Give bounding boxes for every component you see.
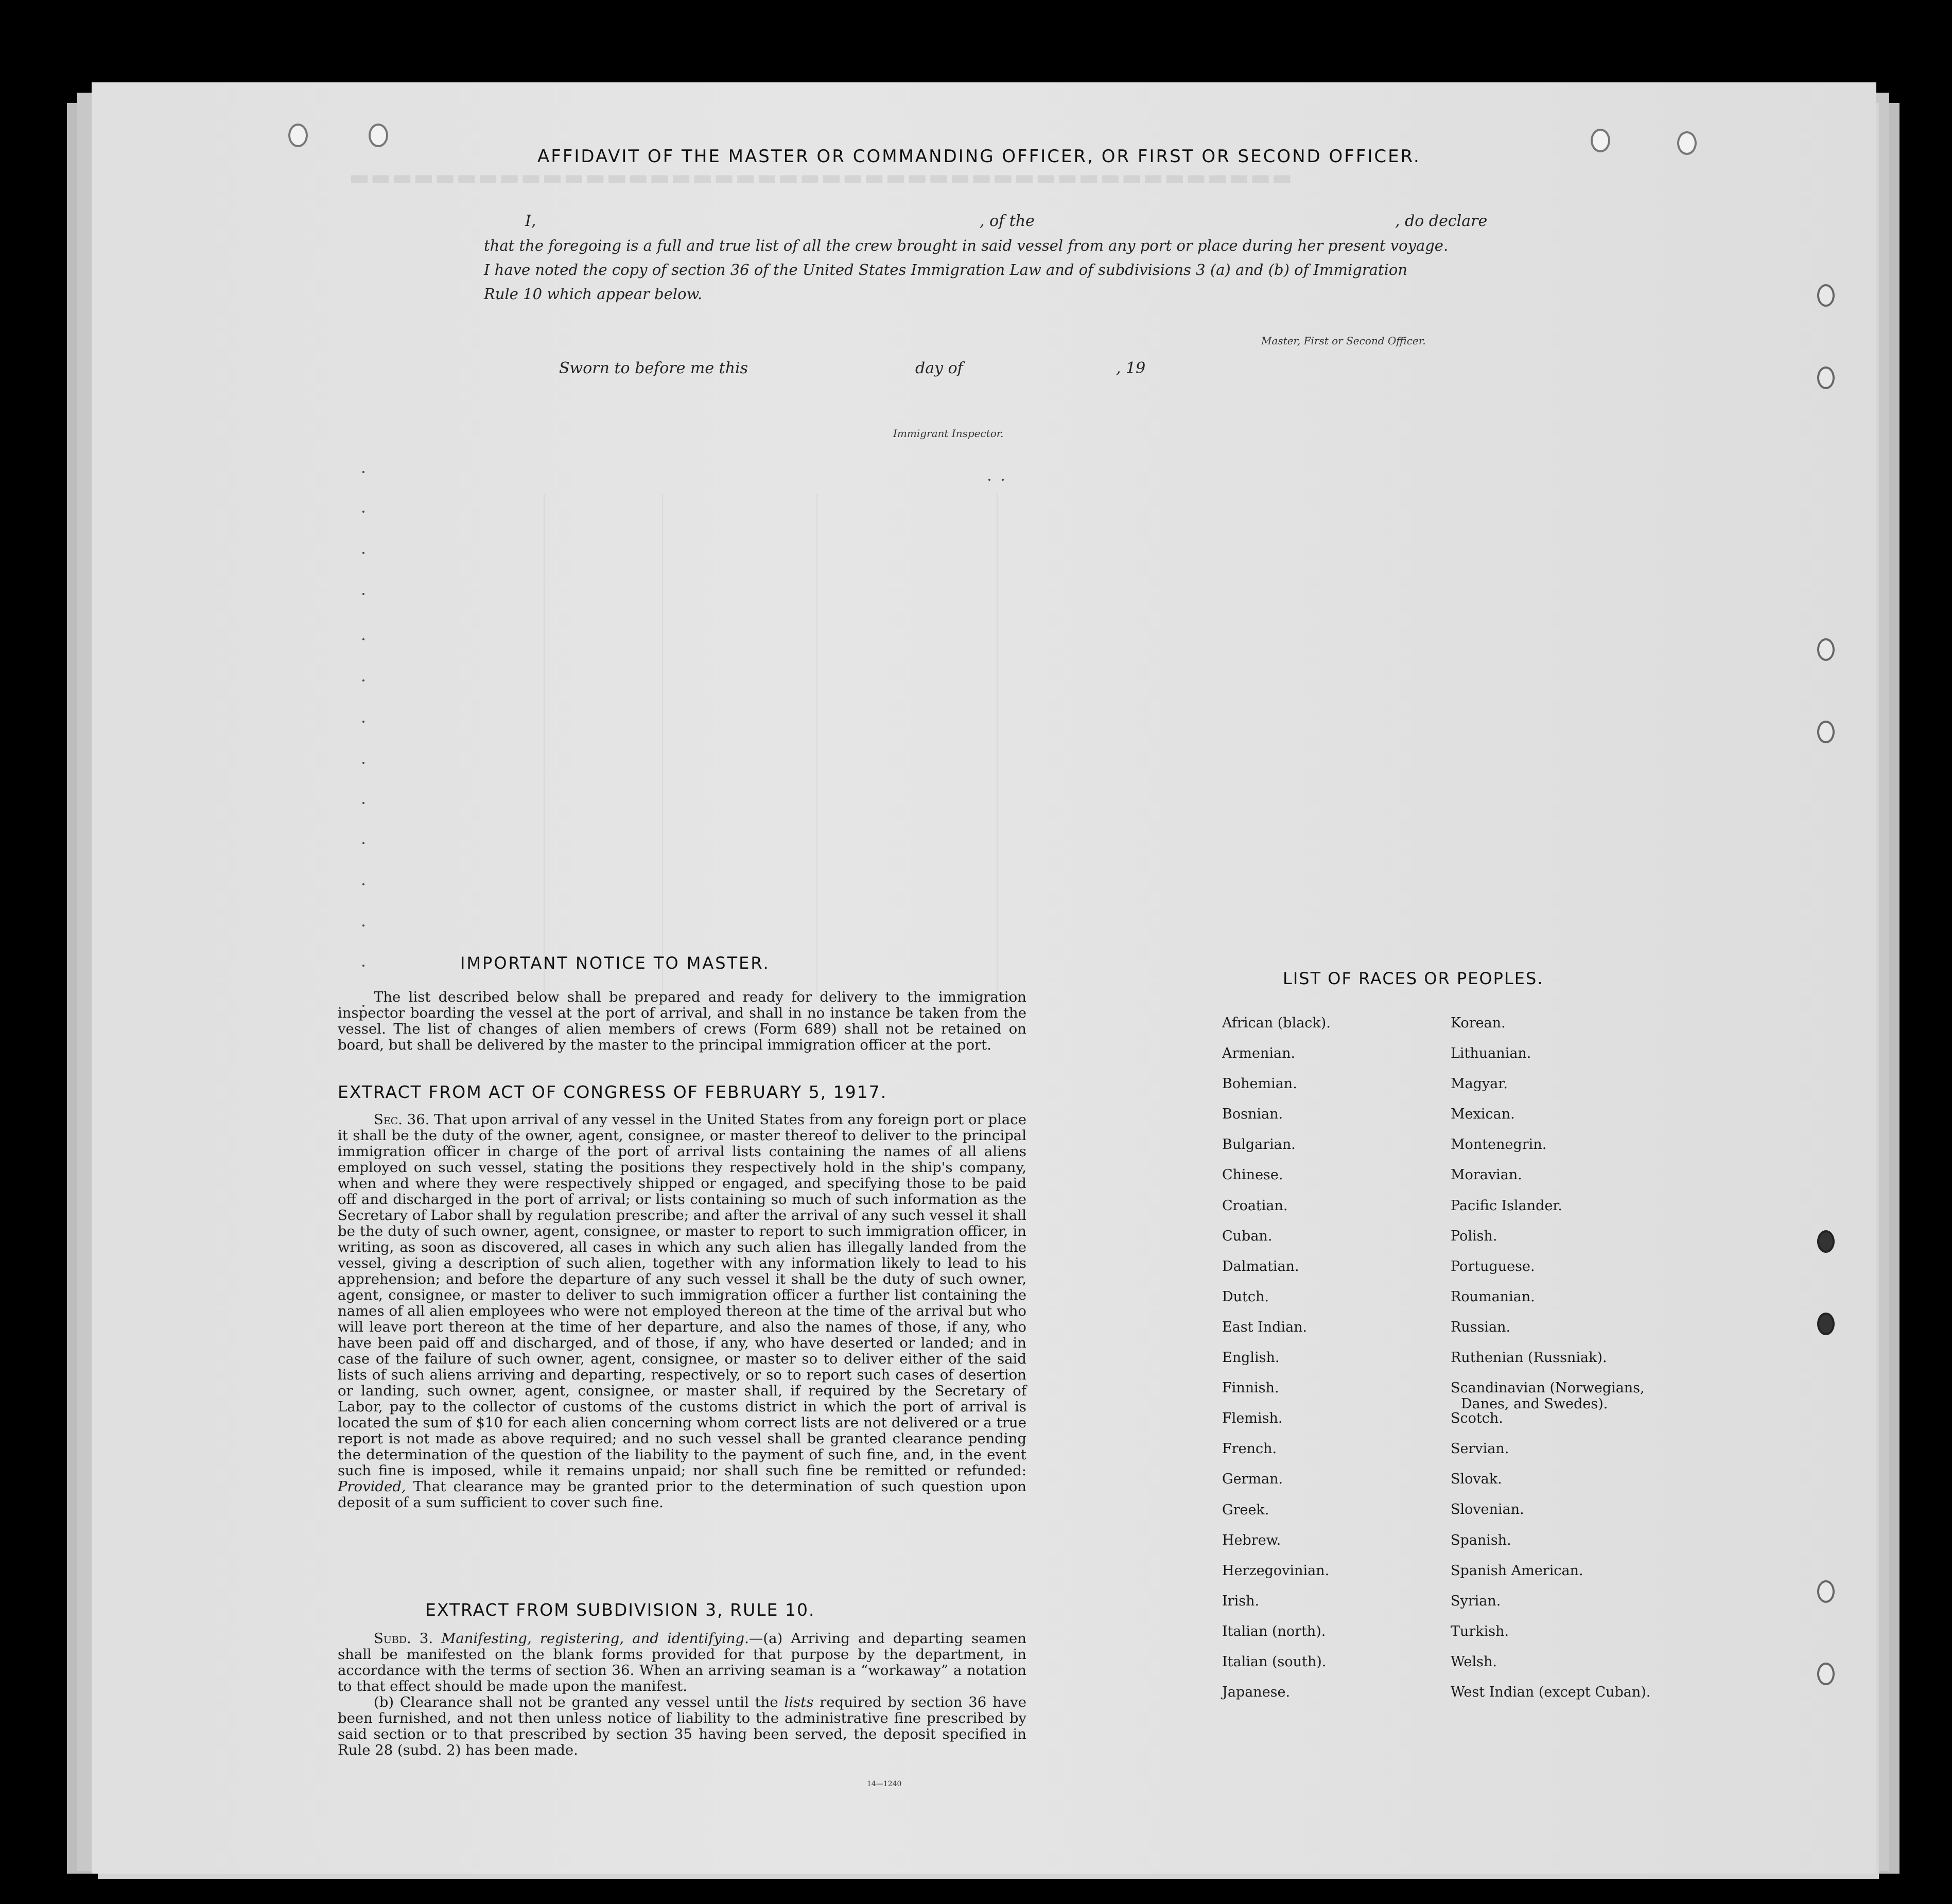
section-36-text: That upon arrival of any vessel in the United States from any foreign port or place it shall be the duty of the owner, agent, consignee, or master thereof to deliver to the principal immigration officer in charge of the port of arrival lists containing the names of all aliens employed on such vessel, stating the positions they respectively hold in the ship's company, when and where they were respectively shipped or engaged, and specifying those to be paid off and discharged in the port of arrival; or lists containing so much of such information as the Secretary of Labor shall by regulation prescribe; and after the arrival of any such vessel it shall be the duty of such owner, agent, consignee, or master to report to such immigration officer, in writing, as soon as discovered, all cases in which any such alien has illegally landed from the vessel, giving a description of such alien, together with any information likely to lead to his apprehension; and before the departure of any such vessel it shall be the duty of such owner, agent, consignee, or master to deliver to such immigration officer a further list containing the names of all alien employees who were not employed thereon at the time of the arrival but who will leave port thereon at the time of her departure, and also the names of those, if any, who have been paid off and discharged, and of those, if any, who have deserted or landed; and in case of the failure of such owner, agent, consignee, or master so to deliver either of the said lists of such aliens arriving and departing, respectively, or so to report such cases of desertion or landing, such owner, agent, consignee, or master shall, if required by the Secretary of Labor, pay to the collector of customs of the customs district in which the port of arrival is located the sum of $10 for each alien concerning whom correct lists are not delivered or a true report is not made as above required; and no such vessel shall be granted clearance pending the determination of the question of the liability to the payment of such fine, and, in the event such fine is imposed, while it remains unpaid; nor shall such fine be remitted or refunded: <box>338 1111 1026 1479</box>
margin-dot <box>362 593 364 595</box>
race-item: Herzegovinian. <box>1222 1562 1330 1579</box>
affidavit-line-2: that the foregoing is a full and true list of all the crew brought in said vessel from any port or place during her present voyage. <box>484 237 1449 254</box>
race-item: Scandinavian (Norwegians, <box>1451 1380 1645 1396</box>
race-item: Bohemian. <box>1222 1076 1297 1092</box>
race-item: Lithuanian. <box>1451 1045 1531 1062</box>
subdivision-a-paragraph <box>338 1631 1026 1695</box>
race-item: Hebrew. <box>1222 1532 1281 1548</box>
extract-rule-title: EXTRACT FROM SUBDIVISION 3, RULE 10. <box>425 1600 815 1620</box>
notice-body <box>338 989 1026 1053</box>
notice-paragraph: The list described below shall be prepared and ready for delivery to the immigration inspector boarding the vessel at the port of arrival, and shall in no instance be taken from the vessel. The list of changes of alien members of crews (Form 689) shall not be retained on board, but shall be delivered by the master to the principal immigration officer at the port. <box>338 989 1026 1053</box>
year-label: , 19 <box>1116 359 1146 377</box>
margin-dot <box>362 842 364 844</box>
punch-hole <box>1591 129 1610 152</box>
race-item: Armenian. <box>1222 1045 1296 1062</box>
sworn-label: Sworn to before me this <box>559 359 748 377</box>
race-item: Mexican. <box>1451 1106 1515 1123</box>
document-sheet <box>92 82 1876 1874</box>
race-item: Cuban. <box>1222 1228 1273 1244</box>
margin-dot <box>362 511 364 513</box>
binder-hole <box>1817 1313 1835 1335</box>
race-item: Bosnian. <box>1222 1106 1283 1123</box>
extract-act-body <box>338 1112 1026 1511</box>
margin-dot <box>362 552 364 554</box>
race-item: Turkish. <box>1451 1623 1509 1639</box>
margin-dot <box>362 679 364 682</box>
margin-dot <box>362 883 364 885</box>
race-item: Welsh. <box>1451 1653 1497 1670</box>
notice-title: IMPORTANT NOTICE TO MASTER. <box>460 953 770 973</box>
race-item: Syrian. <box>1451 1593 1501 1609</box>
race-item: Spanish American. <box>1451 1562 1583 1579</box>
form-number: 14—1240 <box>867 1780 902 1788</box>
race-item: Russian. <box>1451 1319 1511 1335</box>
race-item: French. <box>1222 1441 1277 1457</box>
race-item: Portuguese. <box>1451 1258 1535 1274</box>
bleed-through-text: ▬▬▬▬▬▬▬▬▬▬▬▬▬▬▬▬▬▬▬▬▬▬▬▬▬▬▬▬▬▬▬▬▬▬▬▬▬▬▬▬▬▬▬▬ <box>349 165 1294 190</box>
race-item: Japanese. <box>1222 1684 1291 1701</box>
race-item: Slovenian. <box>1451 1501 1524 1518</box>
race-item: Ruthenian (Russniak). <box>1451 1350 1607 1366</box>
binder-hole <box>1817 721 1835 743</box>
section-36-text-end: That clearance may be granted prior to the determination of such question upon deposit of a sum sufficient to cover such fine. <box>338 1478 1027 1511</box>
affidavit-of-the: , of the <box>980 212 1035 230</box>
subdivision-a-text: —(a) Arriving and departing seamen shall be manifested on the blank forms provided for that purpose by the department, in accordance with the terms of section 36. When an arriving seaman is a “workaway” a notation to that effect should be made upon the manifest. <box>338 1630 1026 1695</box>
section-number: Sec. 36. <box>374 1111 430 1128</box>
race-item: African (black). <box>1222 1015 1331 1031</box>
race-item: Moravian. <box>1451 1167 1522 1183</box>
races-column-2 <box>1451 1015 1650 1715</box>
race-item: Finnish. <box>1222 1380 1279 1396</box>
race-item: Italian (south). <box>1222 1653 1327 1670</box>
race-item: Dutch. <box>1222 1288 1269 1305</box>
punch-hole <box>288 124 308 147</box>
race-item: East Indian. <box>1222 1319 1308 1335</box>
margin-dot <box>362 638 364 640</box>
affidavit-line-4: Rule 10 which appear below. <box>484 285 703 303</box>
affidavit-do-declare: , do declare <box>1395 212 1488 230</box>
extract-rule-body <box>338 1631 1026 1758</box>
race-item: Greek. <box>1222 1501 1269 1518</box>
day-of-label: day of <box>915 359 963 377</box>
binder-hole <box>1817 1663 1835 1685</box>
margin-dot <box>362 721 364 723</box>
binder-hole <box>1817 1230 1835 1253</box>
race-item: Pacific Islander. <box>1451 1197 1562 1214</box>
subdivision-b-text: (b) Clearance shall not be granted any vessel until the <box>374 1694 778 1710</box>
section-36-paragraph <box>338 1112 1026 1511</box>
race-item: West Indian (except Cuban). <box>1451 1684 1651 1700</box>
race-item: Scotch. <box>1451 1410 1503 1427</box>
affidavit-line-3: I have noted the copy of section 36 of the United States Immigration Law and of subdivisions 3 (a) and (b) of Immigration <box>484 261 1408 278</box>
affidavit-i: I, <box>525 212 536 230</box>
races-column-1 <box>1222 1015 1331 1715</box>
margin-dot <box>362 762 364 764</box>
margin-dot <box>362 965 364 967</box>
race-item: Bulgarian. <box>1222 1137 1296 1153</box>
race-item: Croatian. <box>1222 1197 1288 1214</box>
margin-dot <box>362 471 364 473</box>
ruled-column-line <box>997 494 998 999</box>
race-item: Italian (north). <box>1222 1623 1326 1639</box>
race-item: Servian. <box>1451 1441 1509 1457</box>
margin-dot <box>362 802 364 804</box>
inspector-signature-label: Immigrant Inspector. <box>893 427 1004 440</box>
race-item: Dalmatian. <box>1222 1258 1299 1274</box>
race-item: Montenegrin. <box>1451 1137 1547 1153</box>
margin-dot <box>988 479 990 481</box>
ruled-column-line <box>662 494 663 999</box>
ruled-column-line <box>544 494 545 999</box>
binder-hole <box>1817 284 1835 307</box>
subdivision-b-paragraph <box>338 1695 1026 1758</box>
ruled-column-line <box>816 494 817 999</box>
race-item: Irish. <box>1222 1593 1260 1609</box>
extract-act-title: EXTRACT FROM ACT OF CONGRESS OF FEBRUARY 5, 1917. <box>338 1082 887 1102</box>
binder-hole <box>1817 1580 1835 1603</box>
punch-hole <box>1677 131 1697 155</box>
subdivision-number: Subd. 3. <box>374 1630 433 1647</box>
race-item: Korean. <box>1451 1015 1506 1031</box>
affidavit-title: AFFIDAVIT OF THE MASTER OR COMMANDING OFFICER, OR FIRST OR SECOND OFFICER. <box>537 146 1421 167</box>
race-item: Magyar. <box>1451 1076 1508 1092</box>
provided-word: Provided, <box>338 1478 406 1495</box>
race-item: Slovak. <box>1451 1471 1502 1488</box>
race-item: Roumanian. <box>1451 1288 1535 1305</box>
race-item: Flemish. <box>1222 1410 1283 1427</box>
punch-hole <box>369 124 388 147</box>
margin-dot <box>362 924 364 927</box>
race-item: English. <box>1222 1350 1280 1366</box>
binder-hole <box>1817 638 1835 661</box>
binder-hole <box>1817 366 1835 389</box>
margin-dot <box>1002 479 1004 481</box>
race-item: German. <box>1222 1471 1283 1488</box>
subdivision-b-text-end: required by section 36 have been furnished, and not then unless notice of liability to the administrative fine prescribed by said section or to that prescribed by section 35 having been served, the deposit specified in Rule 28 (subd. 2) has been made. <box>338 1694 1026 1758</box>
subdivision-title: Manifesting, registering, and identifying. <box>441 1630 749 1647</box>
race-item: Polish. <box>1451 1228 1497 1244</box>
races-title: LIST OF RACES OR PEOPLES. <box>1283 969 1544 988</box>
race-item: Chinese. <box>1222 1167 1283 1183</box>
master-signature-label: Master, First or Second Officer. <box>1261 335 1426 347</box>
lists-word: lists <box>784 1694 814 1710</box>
race-item: Danes, and Swedes). <box>1461 1396 1608 1412</box>
race-item: Spanish. <box>1451 1532 1511 1548</box>
